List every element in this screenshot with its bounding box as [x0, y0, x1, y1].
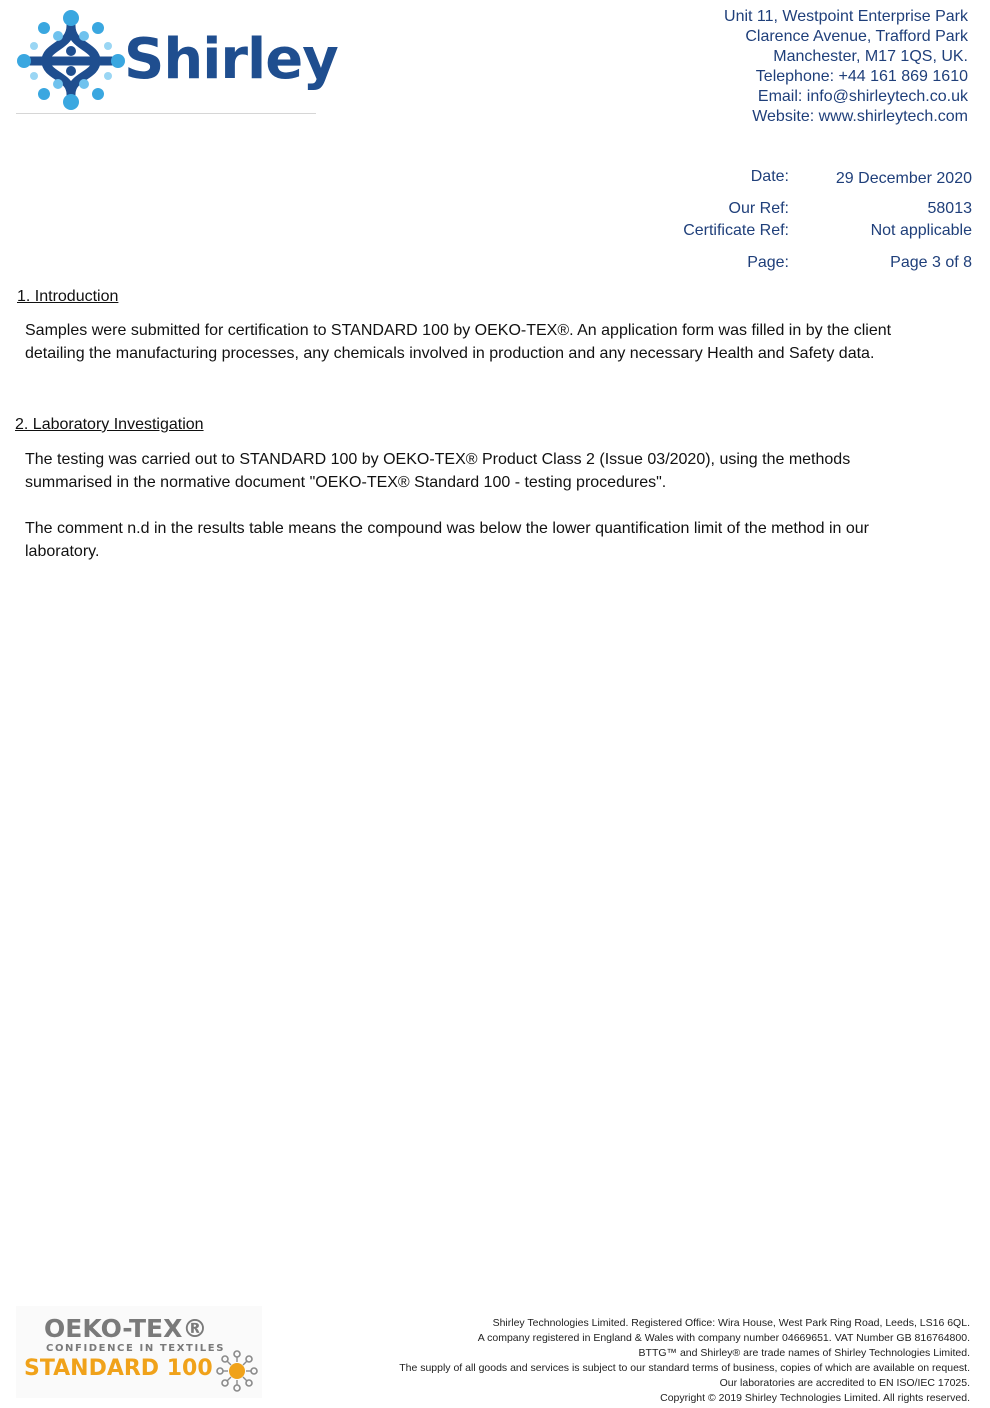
our-ref-label: Our Ref:	[728, 200, 789, 217]
certificate-ref-label: Certificate Ref:	[683, 222, 789, 239]
company-address	[724, 7, 968, 127]
oeko-tex-title: OEKO-TEX®	[44, 1314, 208, 1343]
laboratory-investigation-heading: 2. Laboratory Investigation	[15, 416, 204, 433]
page-label: Page:	[747, 254, 789, 271]
sun-globe-icon	[214, 1348, 260, 1394]
address-line: Manchester, M17 1QS, UK.	[773, 48, 968, 65]
meta-row-our-ref	[642, 200, 972, 220]
legal-footer	[399, 1316, 970, 1406]
address-line: Unit 11, Westpoint Enterprise Park	[724, 8, 968, 25]
email-line: Email: info@shirleytech.co.uk	[757, 88, 968, 105]
introduction-paragraph: Samples were submitted for certification to STANDARD 100 by OEKO-TEX®. An application form was filled in by the client detailing the manufacturing processes, any chemicals involved in production and any necessary Health and Safety data.	[25, 322, 892, 362]
website-line: Website: www.shirleytech.com	[752, 108, 968, 125]
page-value: Page 3 of 8	[890, 254, 972, 271]
date-label: Date:	[750, 168, 789, 185]
address-line: Clarence Avenue, Trafford Park	[745, 28, 968, 45]
laboratory-paragraph-methods: The testing was carried out to STANDARD 100 by OEKO-TEX® Product Class 2 (Issue 03/2020), using the methods summarised in the normative document "OEKO-TEX® Standard 100 - testing procedures".	[25, 451, 851, 491]
our-ref-value: 58013	[927, 200, 972, 217]
footer-line: The supply of all goods and services is subject to our standard terms of business, copies of which are available on request.	[399, 1362, 970, 1374]
oeko-tex-subtitle: CONFIDENCE IN TEXTILES	[46, 1343, 225, 1354]
oeko-tex-standard: STANDARD 100	[24, 1356, 213, 1381]
footer-line: Copyright © 2019 Shirley Technologies Limited. All rights reserved.	[660, 1392, 970, 1404]
introduction-heading: 1. Introduction	[17, 288, 119, 305]
meta-row-page	[642, 254, 972, 274]
footer-line: BTTG™ and Shirley® are trade names of Shirley Technologies Limited.	[638, 1347, 970, 1359]
footer-line: Shirley Technologies Limited. Registered Office: Wira House, West Park Ring Road, Leeds, LS16 6QL.	[492, 1317, 970, 1329]
meta-row-date	[642, 168, 972, 188]
laboratory-paragraph-nd-comment: The comment n.d in the results table means the compound was below the lower quantification limit of the method in our laboratory.	[25, 520, 870, 560]
footer-line: Our laboratories are accredited to EN ISO/IEC 17025.	[719, 1377, 970, 1389]
shirley-logo	[16, 6, 338, 114]
logo-divider	[16, 113, 316, 114]
footer-line: A company registered in England & Wales with company number 04669651. VAT Number GB 816764800.	[477, 1332, 970, 1344]
oeko-tex-logo	[16, 1306, 262, 1398]
date-value: 29 December 2020	[835, 170, 972, 187]
telephone-line: Telephone: +44 161 869 1610	[755, 68, 968, 85]
molecule-network-icon	[16, 6, 126, 114]
certificate-ref-value: Not applicable	[870, 222, 972, 239]
logo-wordmark: Shirley	[124, 27, 338, 92]
meta-row-certificate-ref	[642, 222, 972, 242]
